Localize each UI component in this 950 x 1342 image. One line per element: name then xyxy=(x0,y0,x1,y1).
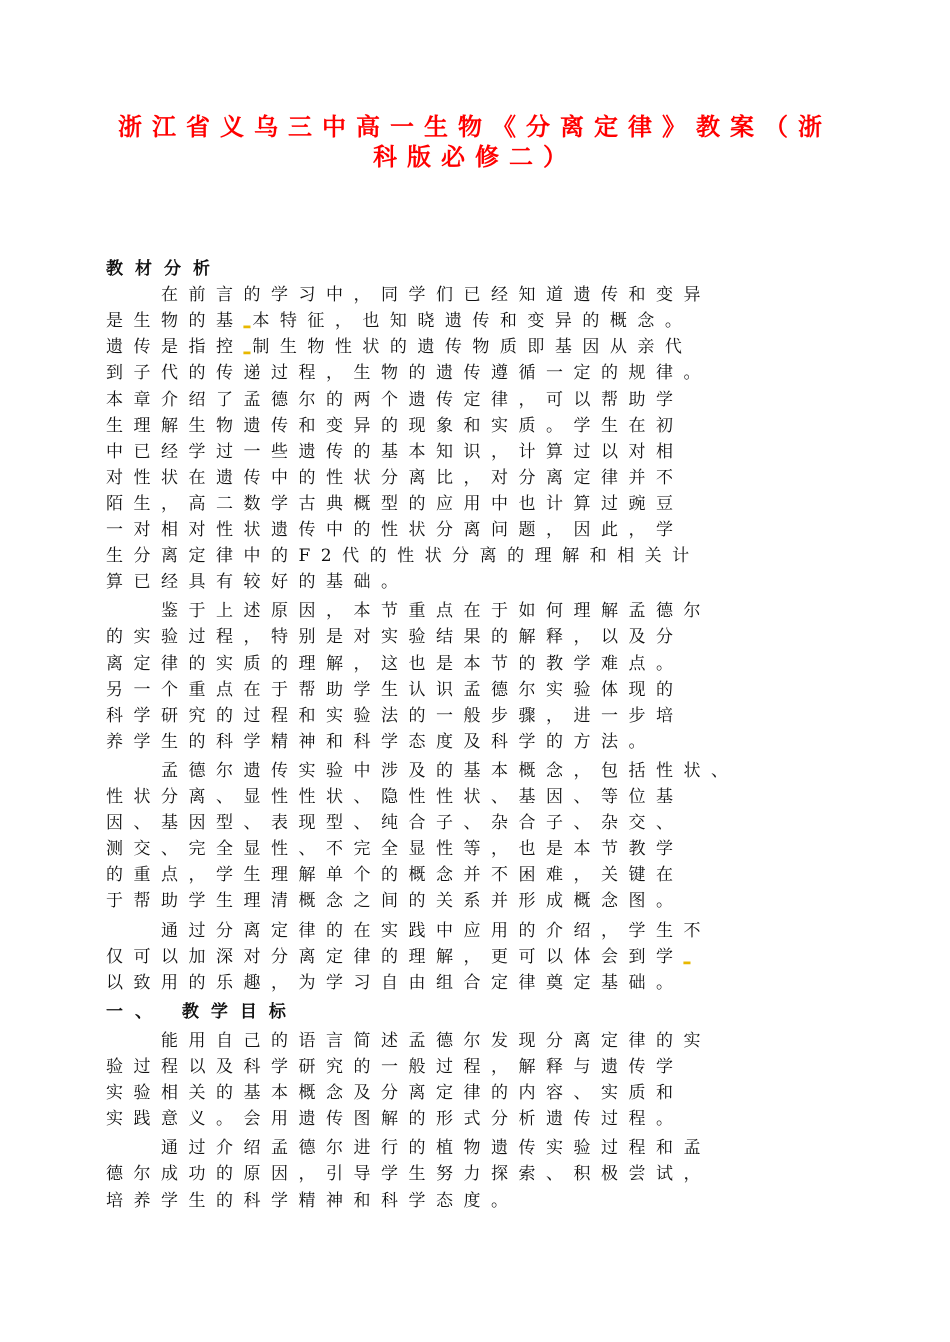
line-text: 因、基因型、表现型、纯合子、杂合子、杂交、 xyxy=(106,813,684,834)
line-text: 遗传是指控 xyxy=(106,337,244,358)
paragraph-line xyxy=(106,308,846,334)
paragraph-line xyxy=(106,360,846,386)
paragraph-line xyxy=(106,758,846,784)
paragraph-line xyxy=(106,729,846,755)
paragraph-line xyxy=(106,918,846,944)
paragraph-line xyxy=(106,784,846,810)
line-text: 一、 教学目标 xyxy=(106,1001,298,1022)
line-text: 另一个重点在于帮助学生认识孟德尔实验体现的 xyxy=(106,679,684,700)
paragraph-line xyxy=(106,1106,846,1132)
line-text: 对性状在遗传中的性状分离比，对分离定律并不 xyxy=(106,467,684,488)
paragraph-line xyxy=(106,491,846,517)
paragraph-line xyxy=(106,1080,846,1106)
paragraph-line xyxy=(106,465,846,491)
paragraph-line xyxy=(106,677,846,703)
paragraph-line xyxy=(106,624,846,650)
paragraph-line xyxy=(106,1028,846,1054)
highlight-mark-icon: ▂ xyxy=(683,954,693,965)
paragraph-line xyxy=(106,282,846,308)
line-text: 测交、完全显性、不完全显性等，也是本节教学 xyxy=(106,839,684,860)
paragraph-line xyxy=(106,888,846,914)
line-text: 生理解生物遗传和变异的现象和实质。学生在初 xyxy=(106,415,684,436)
highlight-mark-icon: ▂ xyxy=(243,345,253,356)
paragraph-line xyxy=(106,944,846,970)
paragraph-line xyxy=(106,439,846,465)
line-text: 实验相关的基本概念及分离定律的内容、实质和 xyxy=(106,1083,684,1104)
line-text: 生分离定律中的F2代的性状分离的理解和相关计 xyxy=(106,546,700,567)
line-text: 验过程以及科学研究的一般过程，解释与遗传学 xyxy=(106,1057,684,1077)
line-text: 到子代的传递过程，生物的遗传遵循一定的规律。 xyxy=(106,363,711,384)
line-text: 于帮助学生理清概念之间的关系并形成概念图。 xyxy=(106,891,684,912)
highlight-mark-icon: ▂ xyxy=(243,319,253,330)
paragraph-line xyxy=(106,651,846,677)
line-text: 仅可以加深对分离定律的理解，更可以体会到学 xyxy=(106,946,684,967)
line-text: 是生物的基 xyxy=(106,311,244,332)
line-text: 科学研究的过程和实验法的一般步骤，进一步培 xyxy=(106,705,684,726)
line-text: 算已经具有较好的基础。 xyxy=(106,572,409,593)
paragraph-line xyxy=(106,1135,846,1161)
line-text: 中已经学过一些遗传的基本知识，计算过以对相 xyxy=(106,441,684,462)
paragraph-line xyxy=(106,836,846,862)
paragraph-line xyxy=(106,598,846,624)
line-text: 鉴于上述原因，本节重点在于如何理解孟德尔 xyxy=(106,601,711,622)
line-text-rest: 制生物性状的遗传物质即基因从亲代 xyxy=(252,337,693,358)
line-text: 在前言的学习中，同学们已经知道遗传和变异 xyxy=(106,285,711,306)
line-text-rest: 本特征，也知晓遗传和变异的概念。 xyxy=(252,311,693,332)
paragraph-line xyxy=(106,862,846,888)
line-text: 教材分析 xyxy=(106,259,222,279)
line-text: 能用自己的语言简述孟德尔发现分离定律的实 xyxy=(106,1030,711,1051)
paragraph-line xyxy=(106,334,846,360)
paragraph-line xyxy=(106,517,846,543)
line-text: 通过介绍孟德尔进行的植物遗传实验过程和孟 xyxy=(106,1138,711,1159)
line-text: 的重点，学生理解单个的概念并不困难，关键在 xyxy=(106,865,684,886)
line-text: 以致用的乐趣，为学习自由组合定律奠定基础。 xyxy=(106,972,684,993)
paragraph-line xyxy=(106,703,846,729)
line-text: 养学生的科学精神和科学态度及科学的方法。 xyxy=(106,731,656,752)
document-title: 浙江省义乌三中高一生物《分离定律》教案（浙 科版必修二） xyxy=(118,113,832,171)
line-text: 通过分离定律的在实践中应用的介绍，学生不 xyxy=(106,920,711,941)
line-text: 一对相对性状遗传中的性状分离问题，因此，学 xyxy=(106,520,684,540)
line-text: 孟德尔遗传实验中涉及的基本概念，包括性状、 xyxy=(106,760,739,781)
paragraph-line xyxy=(106,810,846,836)
section-heading xyxy=(106,256,846,282)
paragraph-line xyxy=(106,970,846,996)
paragraph-line xyxy=(106,387,846,413)
line-text: 的实验过程，特别是对实验结果的解释，以及分 xyxy=(106,627,684,648)
line-text: 本章介绍了孟德尔的两个遗传定律，可以帮助学 xyxy=(106,389,684,410)
line-text: 陌生，高二数学古典概型的应用中也计算过豌豆 xyxy=(106,493,684,514)
paragraph-line xyxy=(106,1161,846,1187)
paragraph-line xyxy=(106,1054,846,1080)
line-text: 实践意义。会用遗传图解的形式分析遗传过程。 xyxy=(106,1109,684,1130)
paragraph-line xyxy=(106,1188,846,1214)
line-text: 培养学生的科学精神和科学态度。 xyxy=(106,1190,519,1211)
line-text: 德尔成功的原因，引导学生努力探索、积极尝试， xyxy=(106,1164,711,1185)
line-text: 离定律的实质的理解，这也是本节的教学难点。 xyxy=(106,653,684,674)
section-heading xyxy=(106,999,846,1025)
paragraph-line xyxy=(106,413,846,439)
paragraph-line xyxy=(106,543,846,569)
line-text: 性状分离、显性性状、隐性性状、基因、等位基 xyxy=(106,787,684,807)
paragraph-line xyxy=(106,569,846,595)
